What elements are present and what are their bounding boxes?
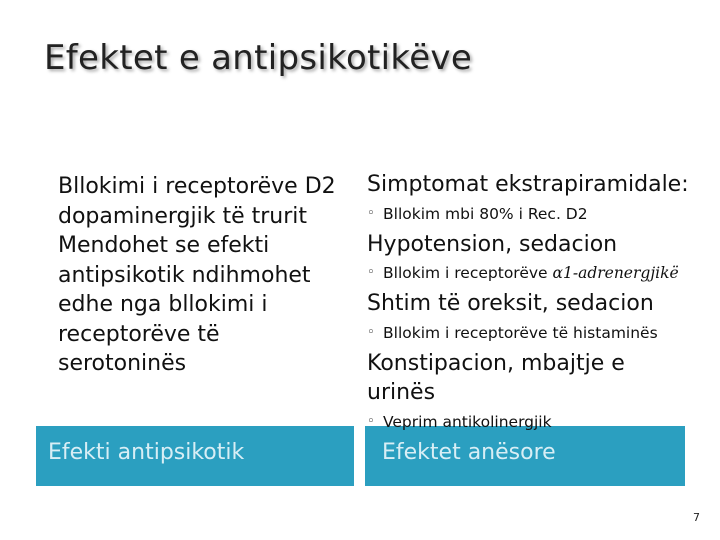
- sub-item: [345, 323, 695, 343]
- sub-item-text: Bllokim i receptorëve: [383, 264, 548, 282]
- list-item: [345, 289, 695, 319]
- item-text: Shtim të oreksit, sedacion: [367, 291, 654, 316]
- list-item: [345, 349, 695, 408]
- sub-item-text: Bllokim i receptorëve të histaminës: [383, 323, 658, 342]
- sub-bullet-icon: ◦: [367, 324, 375, 340]
- list-item: [345, 170, 695, 200]
- item-text: Hypotension, sedacion: [367, 231, 618, 257]
- sub-item: [345, 263, 695, 283]
- item-text: Bllokimi i receptorëve D2 dopaminergjik të trurit: [58, 174, 336, 229]
- item-text: Konstipacion, mbajtje e urinës: [367, 350, 625, 405]
- left-column: [36, 172, 336, 379]
- sub-item: [345, 412, 695, 432]
- sub-item-greek-text: α1-adrenergjikë: [552, 264, 679, 282]
- sub-item: [345, 204, 695, 224]
- slide-title: Efektet e antipsikotikëve: [44, 38, 473, 78]
- right-column: [345, 170, 695, 438]
- list-item: [345, 230, 695, 260]
- sub-bullet-icon: ◦: [367, 413, 375, 429]
- sub-bullet-icon: ◦: [367, 205, 375, 221]
- list-item: [36, 172, 336, 231]
- sub-item-text: Veprim antikolinergjik: [383, 412, 552, 431]
- sub-item-text: Bllokim mbi 80% i Rec. D2: [383, 204, 588, 223]
- item-text: Simptomat ekstrapiramidale:: [367, 172, 689, 197]
- right-section-label: Efektet anësore: [382, 440, 556, 465]
- item-text: Mendohet se efekti antipsikotik ndihmohet edhe nga bllokimi i receptorëve të serotoninës: [58, 233, 311, 376]
- left-section-label: Efekti antipsikotik: [48, 440, 245, 465]
- sub-bullet-icon: ◦: [367, 265, 375, 280]
- list-item: [36, 231, 336, 379]
- page-number: 7: [693, 511, 700, 524]
